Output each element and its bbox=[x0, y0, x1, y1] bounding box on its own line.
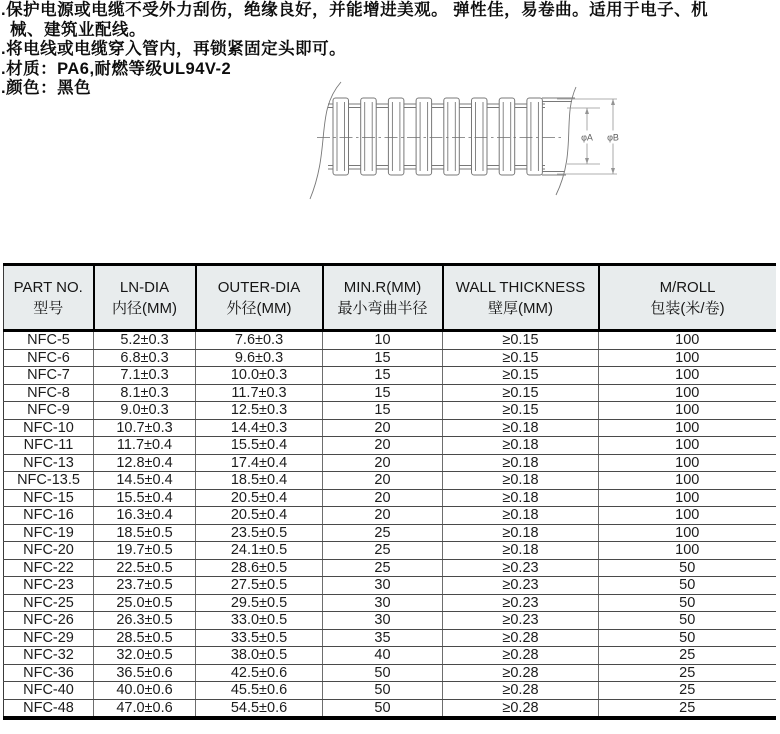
table-cell: 20 bbox=[323, 437, 443, 455]
table-cell: 25.0±0.5 bbox=[94, 594, 196, 612]
table-cell: NFC-13.5 bbox=[4, 472, 94, 490]
table-cell: ≥0.15 bbox=[443, 384, 599, 402]
table-cell: NFC-9 bbox=[4, 402, 94, 420]
table-cell: 50 bbox=[599, 594, 776, 612]
table-cell: 100 bbox=[599, 349, 776, 367]
table-cell: ≥0.18 bbox=[443, 507, 599, 525]
table-cell: 100 bbox=[599, 367, 776, 385]
table-cell: 22.5±0.5 bbox=[94, 559, 196, 577]
table-cell: ≥0.15 bbox=[443, 402, 599, 420]
table-cell: ≥0.28 bbox=[443, 647, 599, 665]
table-cell: 26.3±0.5 bbox=[94, 612, 196, 630]
table-cell: 35 bbox=[323, 629, 443, 647]
table-cell: NFC-15 bbox=[4, 489, 94, 507]
table-cell: 100 bbox=[599, 542, 776, 560]
table-cell: 30 bbox=[323, 577, 443, 595]
table-row bbox=[4, 542, 776, 560]
table-cell: 33.5±0.5 bbox=[196, 629, 323, 647]
table-row bbox=[4, 454, 776, 472]
column-header-outer-dia bbox=[196, 265, 323, 331]
table-row bbox=[4, 472, 776, 490]
table-row bbox=[4, 612, 776, 630]
table-cell: 15 bbox=[323, 349, 443, 367]
table-cell: 47.0±0.6 bbox=[94, 699, 196, 718]
table-cell: 40 bbox=[323, 647, 443, 665]
intro-line: .将电线或电缆穿入管内，再锁紧固定头即可。 bbox=[1, 40, 347, 59]
table-row bbox=[4, 577, 776, 595]
table-cell: 11.7±0.4 bbox=[94, 437, 196, 455]
table-cell: 25 bbox=[323, 559, 443, 577]
table-cell: 27.5±0.5 bbox=[196, 577, 323, 595]
table-cell: NFC-7 bbox=[4, 367, 94, 385]
table-row bbox=[4, 331, 776, 350]
table-cell: 54.5±0.6 bbox=[196, 699, 323, 718]
table-cell: ≥0.15 bbox=[443, 367, 599, 385]
table-cell: 100 bbox=[599, 489, 776, 507]
intro-line: .材质：PA6,耐燃等级UL94V-2 bbox=[1, 59, 232, 78]
column-header-m-per-roll bbox=[599, 265, 776, 331]
table-cell: 30 bbox=[323, 594, 443, 612]
table-cell: 20 bbox=[323, 507, 443, 525]
table-cell: 15 bbox=[323, 367, 443, 385]
table-cell: 100 bbox=[599, 524, 776, 542]
table-cell: 15 bbox=[323, 384, 443, 402]
table-cell: NFC-40 bbox=[4, 682, 94, 700]
table-cell: 23.7±0.5 bbox=[94, 577, 196, 595]
table-cell: 50 bbox=[599, 559, 776, 577]
table-cell: NFC-29 bbox=[4, 629, 94, 647]
table-cell: ≥0.18 bbox=[443, 524, 599, 542]
table-row bbox=[4, 629, 776, 647]
table-cell: 9.0±0.3 bbox=[94, 402, 196, 420]
table-cell: 50 bbox=[323, 699, 443, 718]
table-cell: 28.5±0.5 bbox=[94, 629, 196, 647]
table-cell: 20.5±0.4 bbox=[196, 507, 323, 525]
table-cell: 23.5±0.5 bbox=[196, 524, 323, 542]
table-cell: ≥0.18 bbox=[443, 542, 599, 560]
column-header-zh: 最小弯曲半径 bbox=[337, 299, 428, 317]
table-cell: 12.8±0.4 bbox=[94, 454, 196, 472]
table-cell: ≥0.23 bbox=[443, 559, 599, 577]
intro-line: .颜色：黑色 bbox=[1, 79, 92, 98]
table-cell: 10.0±0.3 bbox=[196, 367, 323, 385]
table-cell: 100 bbox=[599, 331, 776, 350]
column-header-inner-dia bbox=[94, 265, 196, 331]
table-cell: 7.1±0.3 bbox=[94, 367, 196, 385]
table-cell: 10.7±0.3 bbox=[94, 419, 196, 437]
intro-line: .保护电源或电缆不受外力刮伤，绝缘良好，并能增进美观。 弹性佳，易卷曲。适用于电子、机 bbox=[1, 1, 709, 19]
table-cell: ≥0.23 bbox=[443, 594, 599, 612]
table-cell: 100 bbox=[599, 384, 776, 402]
table-cell: 32.0±0.5 bbox=[94, 647, 196, 665]
table-cell: 33.0±0.5 bbox=[196, 612, 323, 630]
table-cell: ≥0.23 bbox=[443, 577, 599, 595]
inner-diameter-label: φA bbox=[581, 132, 593, 143]
table-cell: 25 bbox=[599, 647, 776, 665]
table-cell: NFC-20 bbox=[4, 542, 94, 560]
table-cell: 19.7±0.5 bbox=[94, 542, 196, 560]
table-cell: 38.0±0.5 bbox=[196, 647, 323, 665]
table-row bbox=[4, 367, 776, 385]
table-cell: 6.8±0.3 bbox=[94, 349, 196, 367]
table-cell: 25 bbox=[323, 542, 443, 560]
table-row bbox=[4, 489, 776, 507]
table-cell: NFC-10 bbox=[4, 419, 94, 437]
table-row bbox=[4, 664, 776, 682]
table-cell: NFC-22 bbox=[4, 559, 94, 577]
table-cell: 9.6±0.3 bbox=[196, 349, 323, 367]
table-cell: ≥0.18 bbox=[443, 472, 599, 490]
table-cell: 100 bbox=[599, 472, 776, 490]
table-cell: 42.5±0.6 bbox=[196, 664, 323, 682]
table-cell: ≥0.28 bbox=[443, 682, 599, 700]
table-cell: 5.2±0.3 bbox=[94, 331, 196, 350]
column-header-zh: 壁厚(MM) bbox=[488, 299, 553, 317]
table-row bbox=[4, 402, 776, 420]
column-header-zh: 外径(MM) bbox=[226, 299, 292, 317]
table-body bbox=[4, 331, 776, 719]
table-cell: 14.5±0.4 bbox=[94, 472, 196, 490]
column-header-min-radius bbox=[323, 265, 443, 331]
table-cell: 100 bbox=[599, 419, 776, 437]
table-cell: 10 bbox=[323, 331, 443, 350]
table-cell: 28.6±0.5 bbox=[196, 559, 323, 577]
table-cell: 100 bbox=[599, 437, 776, 455]
table-cell: 8.1±0.3 bbox=[94, 384, 196, 402]
table-cell: 50 bbox=[599, 612, 776, 630]
column-header-en: PART NO. bbox=[13, 278, 83, 296]
table-cell: ≥0.18 bbox=[443, 419, 599, 437]
table-cell: 20.5±0.4 bbox=[196, 489, 323, 507]
table-cell: 16.3±0.4 bbox=[94, 507, 196, 525]
table-cell: ≥0.15 bbox=[443, 331, 599, 350]
table-row bbox=[4, 682, 776, 700]
table-cell: 25 bbox=[599, 682, 776, 700]
column-header-en: OUTER-DIA bbox=[217, 278, 301, 296]
table-row bbox=[4, 419, 776, 437]
table-cell: NFC-32 bbox=[4, 647, 94, 665]
table-cell: 100 bbox=[599, 507, 776, 525]
table-cell: 17.4±0.4 bbox=[196, 454, 323, 472]
outer-diameter-label: φB bbox=[607, 132, 619, 143]
table-row bbox=[4, 559, 776, 577]
table-cell: NFC-19 bbox=[4, 524, 94, 542]
table-cell: NFC-16 bbox=[4, 507, 94, 525]
table-cell: 15.5±0.4 bbox=[94, 489, 196, 507]
table-cell: 25 bbox=[599, 664, 776, 682]
table-cell: 45.5±0.6 bbox=[196, 682, 323, 700]
table-cell: ≥0.18 bbox=[443, 454, 599, 472]
table-cell: 20 bbox=[323, 454, 443, 472]
table-cell: 29.5±0.5 bbox=[196, 594, 323, 612]
column-header-en: WALL THICKNESS bbox=[455, 278, 586, 296]
column-header-zh: 包装(米/卷) bbox=[650, 299, 725, 317]
table-cell: NFC-23 bbox=[4, 577, 94, 595]
table-cell: NFC-13 bbox=[4, 454, 94, 472]
table-cell: 24.1±0.5 bbox=[196, 542, 323, 560]
table-cell: NFC-26 bbox=[4, 612, 94, 630]
table-cell: ≥0.28 bbox=[443, 629, 599, 647]
table-cell: 20 bbox=[323, 472, 443, 490]
table-cell: 20 bbox=[323, 489, 443, 507]
table-cell: 40.0±0.6 bbox=[94, 682, 196, 700]
table-cell: 50 bbox=[599, 629, 776, 647]
table-cell: NFC-5 bbox=[4, 331, 94, 350]
table-cell: ≥0.28 bbox=[443, 664, 599, 682]
table-cell: ≥0.18 bbox=[443, 437, 599, 455]
table-cell: 100 bbox=[599, 454, 776, 472]
column-header-en: MIN.R(MM) bbox=[343, 278, 422, 296]
table-cell: 100 bbox=[599, 402, 776, 420]
table-cell: ≥0.28 bbox=[443, 699, 599, 718]
column-header-en: LN-DIA bbox=[119, 278, 170, 296]
table-cell: NFC-25 bbox=[4, 594, 94, 612]
table-cell: ≥0.18 bbox=[443, 489, 599, 507]
column-header-wall-thickness bbox=[443, 265, 599, 331]
table-cell: 7.6±0.3 bbox=[196, 331, 323, 350]
table-row bbox=[4, 384, 776, 402]
table-cell: ≥0.15 bbox=[443, 349, 599, 367]
column-header-zh: 内径(MM) bbox=[112, 299, 177, 317]
table-row bbox=[4, 524, 776, 542]
table-cell: NFC-11 bbox=[4, 437, 94, 455]
table-row bbox=[4, 507, 776, 525]
table-cell: 18.5±0.4 bbox=[196, 472, 323, 490]
table-cell: 15.5±0.4 bbox=[196, 437, 323, 455]
table-row bbox=[4, 349, 776, 367]
tube-sleeve bbox=[542, 87, 576, 195]
table-cell: 20 bbox=[323, 419, 443, 437]
table-cell: 25 bbox=[323, 524, 443, 542]
column-header-en: M/ROLL bbox=[659, 278, 716, 296]
table-cell: 14.4±0.3 bbox=[196, 419, 323, 437]
table-cell: 15 bbox=[323, 402, 443, 420]
table-row bbox=[4, 699, 776, 718]
table-cell: 18.5±0.5 bbox=[94, 524, 196, 542]
table-cell: 30 bbox=[323, 612, 443, 630]
table-cell: 25 bbox=[599, 699, 776, 718]
table-cell: 11.7±0.3 bbox=[196, 384, 323, 402]
table-cell: 12.5±0.3 bbox=[196, 402, 323, 420]
column-header-part-no bbox=[4, 265, 94, 331]
table-cell: NFC-36 bbox=[4, 664, 94, 682]
table-cell: 50 bbox=[323, 664, 443, 682]
table-cell: 50 bbox=[323, 682, 443, 700]
table-cell: 50 bbox=[599, 577, 776, 595]
table-row bbox=[4, 647, 776, 665]
table-cell: ≥0.23 bbox=[443, 612, 599, 630]
intro-line: 械、建筑业配线。 bbox=[10, 20, 146, 39]
spec-table bbox=[3, 263, 776, 720]
table-cell: 36.5±0.6 bbox=[94, 664, 196, 682]
table-cell: NFC-6 bbox=[4, 349, 94, 367]
table-row bbox=[4, 594, 776, 612]
tube-technical-drawing bbox=[295, 80, 640, 205]
table-row bbox=[4, 437, 776, 455]
column-header-zh: 型号 bbox=[33, 299, 64, 317]
table-header-row bbox=[4, 265, 776, 331]
table-cell: NFC-48 bbox=[23, 699, 74, 716]
table-cell: NFC-8 bbox=[4, 384, 94, 402]
